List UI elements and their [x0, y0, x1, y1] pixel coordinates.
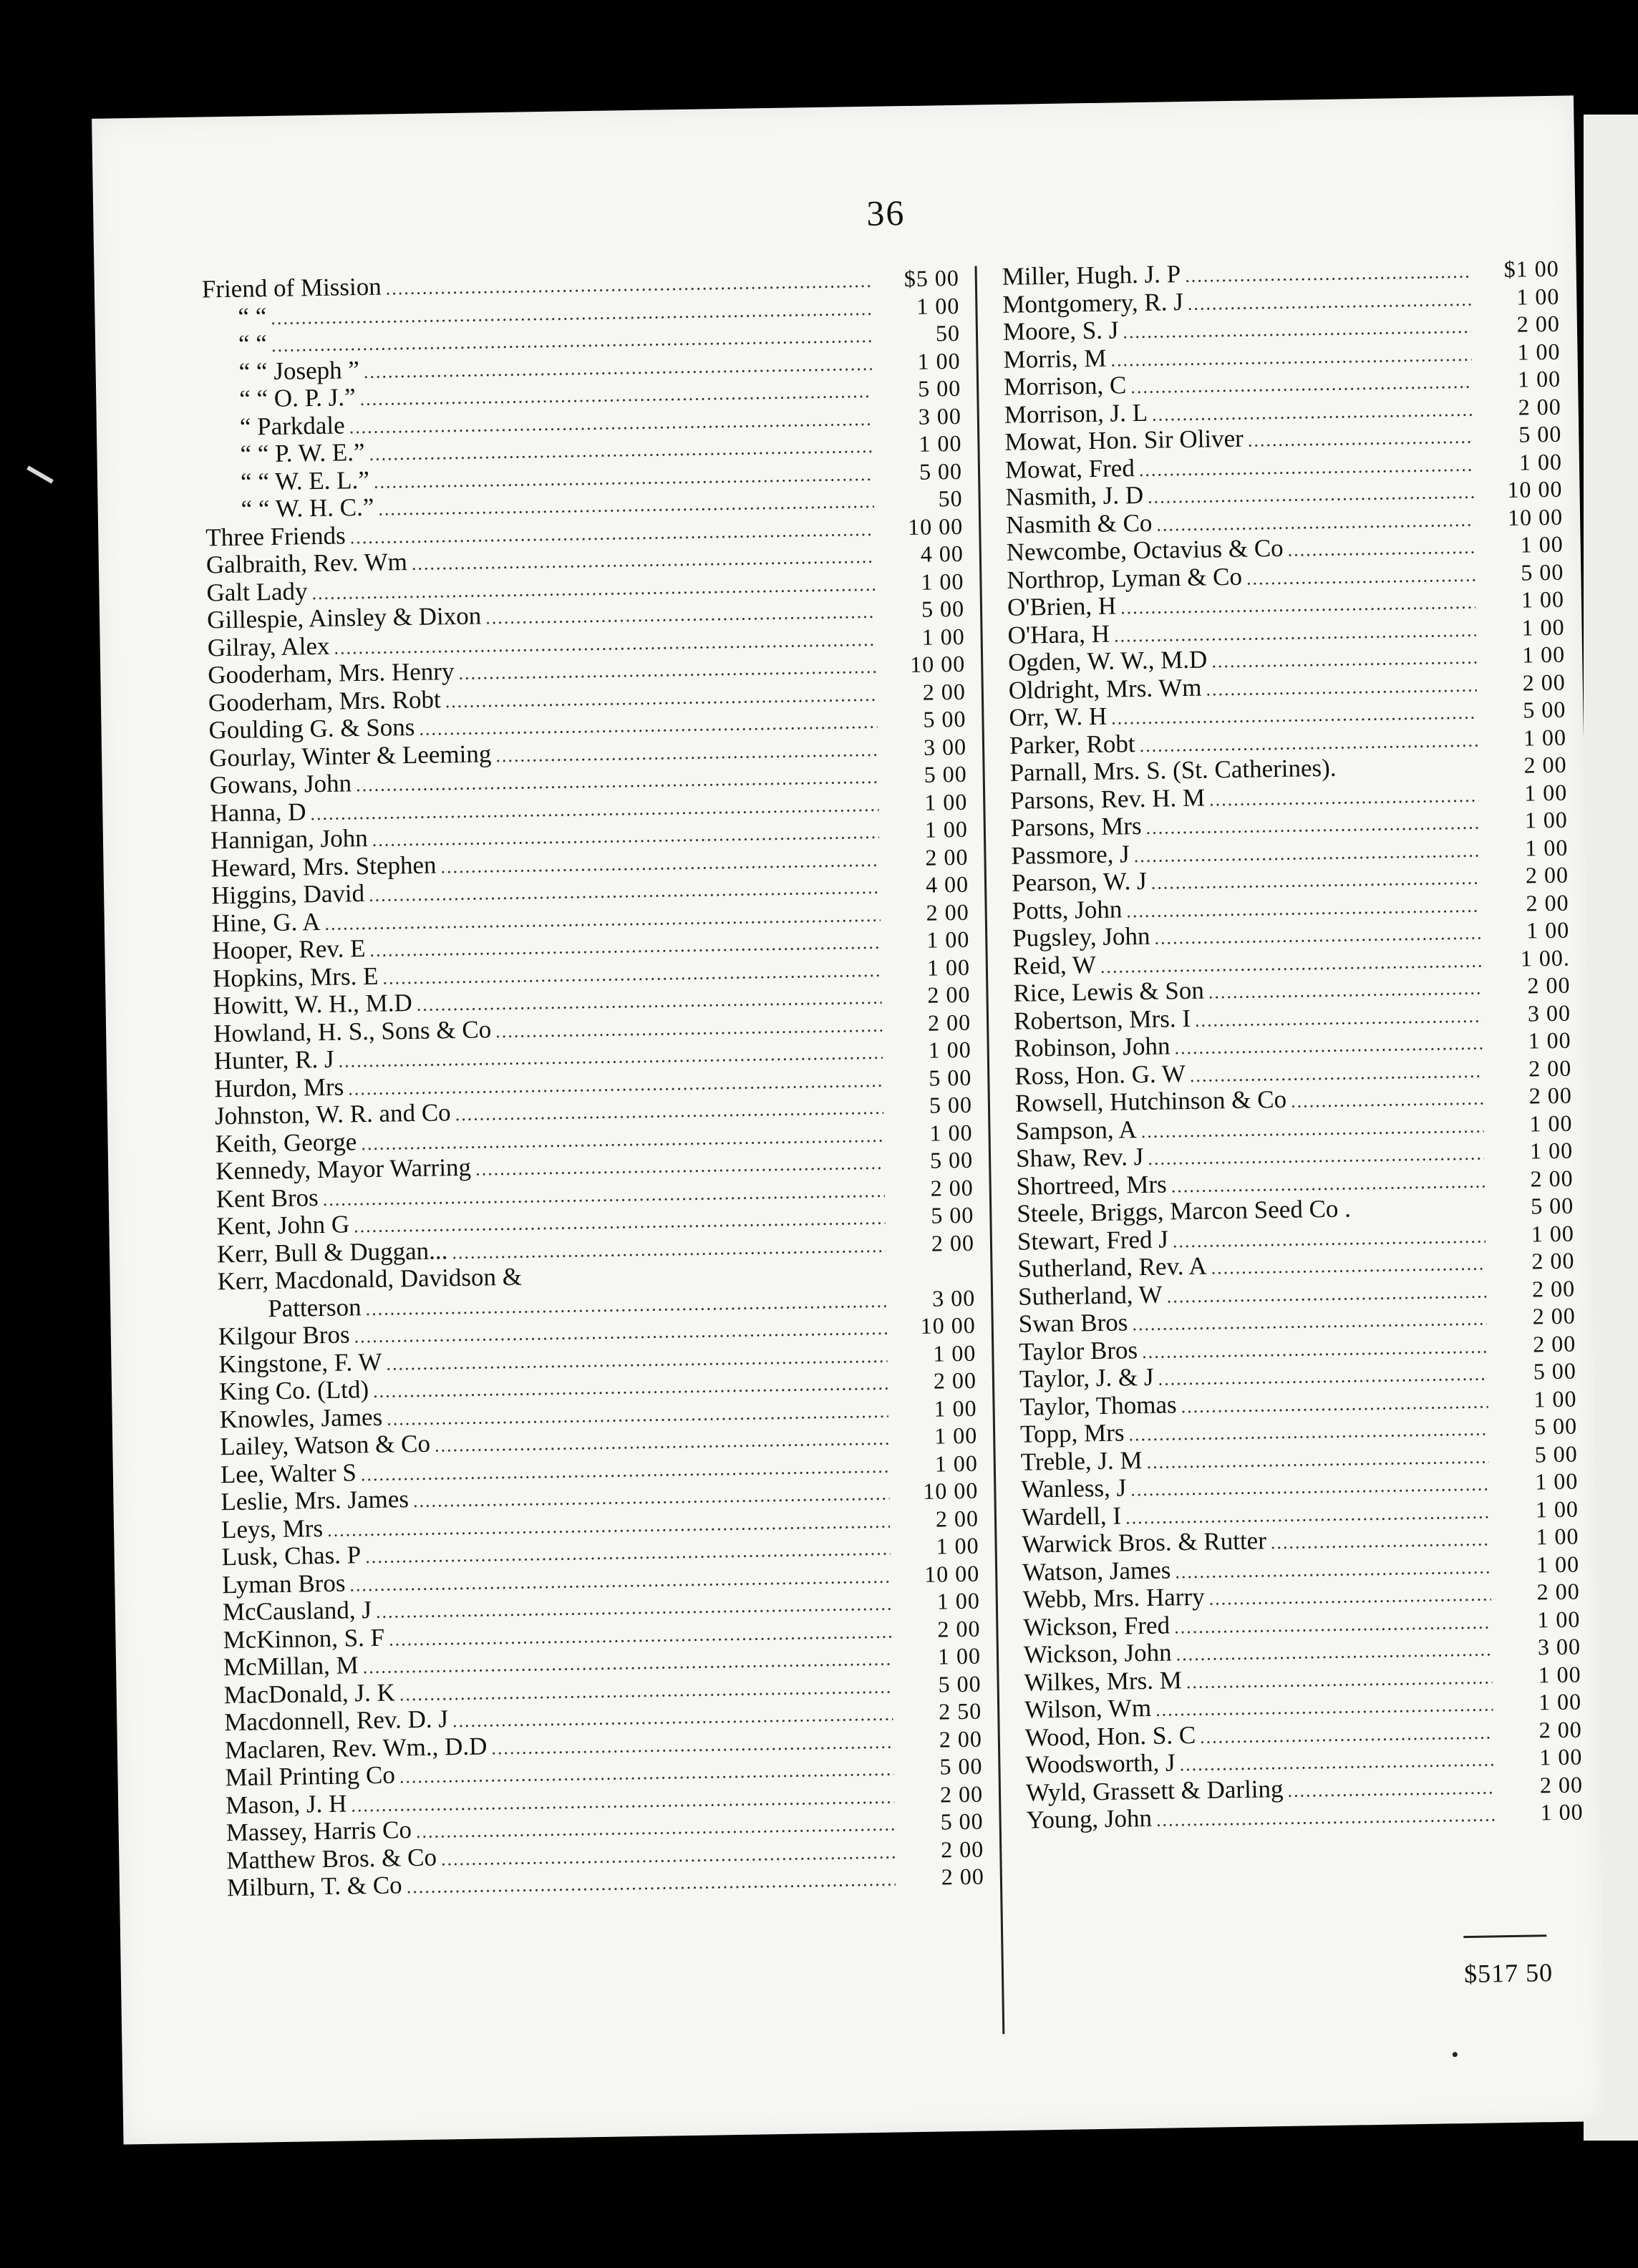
contribution-amount: 1 00 — [936, 1532, 979, 1559]
subscriber-name: Wickson, Fred — [1023, 1610, 1171, 1642]
subscriber-name: Taylor, J. & J — [1019, 1362, 1154, 1393]
contribution-amount: 5 00 — [929, 1064, 972, 1091]
subscriber-name: Hopkins, Mrs. E — [212, 961, 379, 992]
subscriber-name: Howitt, W. H., M.D — [213, 989, 412, 1020]
contribution-amount: 2 00 — [925, 843, 969, 871]
subscriber-name: Lusk, Chas. P — [221, 1541, 362, 1571]
contribution-amount: 2 00 — [1530, 1165, 1574, 1191]
subscriber-name: Robinson, John — [1014, 1032, 1171, 1062]
subscriber-name: Lyman Bros — [222, 1569, 346, 1599]
contribution-amount: 1 00 — [924, 788, 968, 815]
contribution-amount: 5 00 — [1530, 1192, 1574, 1219]
contribution-amount: 1 00 — [1529, 1110, 1573, 1137]
contribution-amount: $1 00 — [1503, 255, 1559, 282]
contribution-amount: 2 00 — [1522, 669, 1566, 696]
contribution-amount: 2 00 — [939, 1780, 984, 1808]
contribution-amount: 2 00 — [1527, 971, 1571, 999]
subscriber-name: Johnston, W. R. and Co — [214, 1098, 451, 1130]
leader-dots — [1341, 774, 1478, 776]
subscriber-name: McMillan, M — [223, 1651, 359, 1682]
leader-dots — [1208, 975, 1482, 1007]
contribution-amount: 2 00 — [930, 1174, 974, 1201]
subscriber-name: Mason, J. H — [225, 1789, 347, 1819]
contribution-amount: 5 00 — [940, 1808, 984, 1835]
leader-dots — [1190, 1057, 1483, 1090]
contribution-amount: 2 00 — [922, 678, 966, 705]
contribution-amount: 2 00 — [937, 1615, 981, 1642]
leader-dots — [1185, 258, 1470, 291]
subscriber-name: Parnall, Mrs. S. (St. Catherines). — [1009, 753, 1337, 787]
subscriber-name: Hurdon, Mrs — [214, 1072, 344, 1102]
contribution-amount: 1 00 — [916, 292, 960, 319]
subscriber-name: Morrison, J. L — [1004, 398, 1148, 429]
subscriber-name: Gourlay, Winter & Leeming — [208, 739, 492, 772]
subscriber-name: Wilkes, Mrs. M — [1024, 1665, 1183, 1697]
contribution-amount: 1 00 — [1536, 1550, 1580, 1577]
contribution-amount: 2 00 — [1526, 889, 1569, 916]
contribution-amount: 10 00 — [923, 1477, 979, 1504]
leader-dots — [1271, 1526, 1491, 1556]
contribution-amount: 5 00 — [921, 595, 965, 622]
subscriber-name: “ Parkdale — [239, 410, 345, 441]
subscriber-name: Reid, W — [1012, 950, 1097, 980]
subscriber-name: Miller, Hugh. J. P — [1002, 260, 1181, 291]
contribution-amount: 1 00 — [1537, 1605, 1581, 1632]
contribution-amount: 2 00 — [1531, 1275, 1576, 1302]
subscriber-name: Moore, S. J — [1002, 316, 1119, 346]
subscriber-name: Mowat, Fred — [1004, 453, 1135, 484]
subscriber-name: Goulding G. & Sons — [208, 712, 415, 745]
subscriber-name: Pearson, W. J — [1011, 866, 1147, 897]
contribution-amount: 2 00 — [927, 981, 971, 1008]
contribution-amount: 5 00 — [929, 1091, 973, 1118]
contribution-amount: 1 00 — [1523, 724, 1567, 751]
subscriber-name: Pugsley, John — [1012, 921, 1150, 952]
contribution-amount: 10 00 — [909, 650, 966, 678]
contribution-amount: 1 00 — [936, 1587, 981, 1614]
subscriber-name: King Co. (Ltd) — [218, 1375, 369, 1406]
contribution-amount: 1 00. — [1520, 944, 1571, 971]
contribution-amount: 1 00 — [933, 1339, 976, 1367]
subscriber-name: Galt Lady — [206, 576, 308, 606]
leader-dots — [1248, 424, 1473, 455]
leader-dots — [1291, 1085, 1483, 1116]
subscriber-name: Hannigan, John — [210, 823, 368, 855]
contribution-amount: 1 00 — [1540, 1798, 1584, 1826]
subscriber-name: “ “ Joseph ” — [238, 355, 360, 386]
contribution-amount: 5 00 — [1523, 696, 1566, 723]
contribution-amount: 1 00 — [934, 1450, 979, 1477]
subscriber-name: “ “ — [238, 301, 267, 331]
subscriber-name: O'Brien, H — [1007, 591, 1117, 621]
contribution-amount: 1 00 — [934, 1395, 977, 1422]
subscriber-name: Wanless, J — [1021, 1473, 1127, 1503]
contribution-amount: 1 00 — [1533, 1385, 1577, 1412]
subscriber-name: Rice, Lewis & Son — [1013, 976, 1205, 1007]
subscriber-name: Patterson — [267, 1292, 362, 1322]
subscriber-name: Maclaren, Rev. Wm., D.D — [224, 1731, 488, 1764]
subscriber-name: “ “ W. H. C.” — [241, 493, 374, 523]
subscriber-name: Three Friends — [205, 520, 346, 551]
leader-dots — [1188, 286, 1471, 318]
subscriber-name: Wilson, Wm — [1024, 1693, 1152, 1724]
subscriber-name: Warwick Bros. & Rutter — [1022, 1526, 1267, 1559]
subscriber-name: Orr, W. H — [1009, 702, 1108, 732]
contribution-amount: 1 00 — [1518, 448, 1563, 475]
contribution-amount: 5 00 — [1534, 1440, 1578, 1467]
subscriber-name: Stewart, Fred J — [1017, 1224, 1169, 1256]
contribution-amount: 1 00 — [928, 1036, 971, 1063]
subscriber-name: Hunter, R. J — [213, 1045, 334, 1075]
subscriber-name: Ogden, W. W., M.D — [1007, 645, 1208, 677]
contribution-amount: 1 00 — [921, 623, 965, 650]
subscriber-name: Steele, Briggs, Marcon Seed Co . — [1017, 1194, 1352, 1228]
contribution-amount: 3 00 — [918, 402, 962, 430]
subscriber-name: “ “ — [238, 329, 268, 358]
contribution-amount: 2 00 — [1528, 1082, 1573, 1109]
contribution-amount: 3 00 — [1537, 1633, 1581, 1660]
subscriber-name: Gilray, Alex — [207, 631, 330, 662]
subscriber-name: Watson, James — [1022, 1555, 1171, 1586]
contribution-amount: 1 00 — [1521, 614, 1565, 641]
contribution-amount: 1 00 — [921, 568, 964, 595]
subscriber-name: Webb, Mrs. Harry — [1022, 1582, 1205, 1614]
subscriber-name: Wood, Hon. S. C — [1024, 1720, 1196, 1752]
page-number: 36 — [866, 193, 906, 233]
contribution-amount: 10 00 — [924, 1560, 980, 1587]
contribution-amount: 4 00 — [920, 540, 964, 567]
contribution-amount: 3 00 — [931, 1284, 976, 1312]
contribution-amount: 1 00 — [1538, 1688, 1582, 1715]
contribution-amount: 3 00 — [923, 733, 967, 760]
contribution-amount: 2 00 — [1539, 1770, 1584, 1798]
contribution-amount: 5 00 — [919, 457, 963, 485]
subscriber-name: Gowans, John — [209, 769, 352, 800]
subscriber-name: Kilgour Bros — [218, 1320, 350, 1351]
subscriber-name: Nasmith & Co — [1005, 508, 1153, 539]
contribution-amount: 2 00 — [1532, 1302, 1576, 1329]
subscriber-name: Keith, George — [215, 1127, 357, 1158]
subscriber-name: Matthew Bros. & Co — [226, 1843, 437, 1874]
leader-dots — [1181, 1388, 1488, 1420]
contribution-amount: 1 00 — [934, 1422, 978, 1449]
subscriber-name: O'Hara, H — [1007, 619, 1110, 649]
contribution-amount: 1 00 — [1517, 338, 1561, 365]
contribution-amount: 1 00 — [919, 430, 962, 457]
leader-dots — [1206, 672, 1477, 703]
contribution-amount: 1 00 — [926, 926, 970, 953]
contribution-amount: 5 00 — [1533, 1412, 1578, 1440]
subscriber-name: Kerr, Macdonald, Davidson & — [217, 1262, 523, 1296]
leader-dots — [1287, 534, 1475, 565]
subscriber-name: Heward, Mrs. Stephen — [210, 850, 437, 882]
subscriber-name: Hine, G. A — [211, 907, 321, 937]
subscriber-name: Potts, John — [1012, 894, 1123, 925]
leader-dots — [1246, 561, 1475, 593]
subscriber-name: Hanna, D — [210, 797, 306, 827]
subscriber-name: Sampson, A — [1015, 1115, 1137, 1145]
subscriber-name: Rowsell, Hutchinson & Co — [1014, 1085, 1287, 1118]
contribution-amount: 5 00 — [931, 1201, 974, 1228]
leader-dots — [1200, 1719, 1493, 1751]
subscriber-name: Gooderham, Mrs. Robt — [208, 684, 441, 717]
subscriber-name: Young, John — [1026, 1803, 1153, 1834]
contribution-amount: 1 00 — [1516, 283, 1560, 310]
subscriber-name: Galbraith, Rev. Wm — [205, 548, 408, 579]
contribution-amount: 5 00 — [1521, 558, 1564, 586]
contribution-amount: 2 00 — [933, 1367, 977, 1394]
contribution-amount: 5 00 — [1518, 420, 1562, 447]
contribution-amount: 5 00 — [939, 1753, 983, 1780]
contribution-amount: 1 00 — [1535, 1496, 1579, 1522]
contribution-amount: 5 00 — [917, 374, 961, 402]
contribution-amount: 5 00 — [929, 1146, 974, 1173]
subscriber-name: “ “ W. E. L.” — [240, 465, 370, 496]
contribution-amount: 10 00 — [920, 1312, 976, 1339]
contribution-amount: 5 00 — [1533, 1357, 1577, 1385]
subscriber-name: Northrop, Lyman & Co — [1007, 562, 1243, 594]
contribution-amount: 50 — [938, 485, 963, 512]
contribution-amount: 3 00 — [1527, 999, 1571, 1027]
contribution-amount: 1 00 — [1528, 1027, 1571, 1054]
subscriber-name: Mowat, Hon. Sir Oliver — [1004, 424, 1244, 456]
contribution-amount: 1 00 — [1539, 1743, 1583, 1770]
subscriber-name: Woodsworth, J — [1025, 1748, 1176, 1779]
contribution-amount: 1 00 — [1525, 834, 1569, 861]
contribution-amount: 1 00 — [1526, 916, 1570, 944]
contribution-amount: 1 00 — [1521, 586, 1565, 613]
subscriber-name: Oldright, Mrs. Wm — [1008, 673, 1202, 704]
contribution-amount: $5 00 — [903, 264, 960, 292]
subscriber-name: Hooper, Rev. E — [212, 934, 366, 965]
subscriber-name: Knowles, James — [219, 1402, 383, 1433]
contribution-amount: 1 00 — [1538, 1660, 1581, 1687]
contribution-amount: 2 00 — [1516, 310, 1561, 337]
subscriber-name: Newcombe, Octavius & Co — [1006, 533, 1284, 566]
leader-dots — [1355, 1214, 1485, 1216]
subscriber-name: Montgomery, R. J — [1002, 287, 1184, 319]
contribution-amount: 1 00 — [1531, 1220, 1575, 1246]
subscriber-name: Nasmith, J. D — [1005, 480, 1144, 511]
left-column-list — [202, 264, 985, 1902]
subscriber-name: “ “ P. W. E.” — [240, 437, 365, 468]
subscriber-name: Taylor Bros — [1019, 1335, 1138, 1366]
leader-dots — [1211, 1250, 1486, 1282]
subscriber-name: Macdonnell, Rev. D. J — [224, 1705, 449, 1737]
contribution-amount: 1 00 — [929, 1119, 973, 1146]
subscriber-name: Robertson, Mrs. I — [1013, 1004, 1191, 1035]
right-column-list — [1002, 255, 1583, 1834]
contribution-amount: 2 00 — [939, 1725, 983, 1753]
subscriber-name: McKinnon, S. F — [223, 1623, 385, 1654]
subscriber-name: Lee, Walter S — [220, 1458, 357, 1488]
subscriber-name: Taylor, Thomas — [1019, 1390, 1177, 1421]
contribution-amount: 2 00 — [931, 1229, 975, 1256]
contribution-amount: 1 00 — [1523, 779, 1568, 806]
grand-total: $517 50 — [1463, 1958, 1554, 1989]
subscriber-name: Kent Bros — [215, 1183, 319, 1213]
contribution-amount: 2 50 — [938, 1697, 982, 1725]
subscriber-name: Kerr, Bull & Duggan... — [216, 1236, 448, 1268]
leader-dots — [1174, 1030, 1483, 1062]
subscriber-name: McCausland, J — [222, 1596, 372, 1627]
subscriber-name: Sutherland, Rev. A — [1017, 1251, 1207, 1283]
contribution-amount: 2 00 — [935, 1505, 979, 1532]
leader-dots — [1186, 1664, 1493, 1696]
contribution-amount: 2 00 — [1523, 751, 1567, 778]
subscriber-name: Friend of Mission — [201, 272, 382, 304]
contribution-amount: 2 00 — [1528, 1055, 1572, 1082]
contribution-amount: 10 00 — [907, 513, 964, 540]
subscriber-name: Wickson, John — [1023, 1638, 1172, 1669]
subscriber-name: Kingstone, F. W — [218, 1347, 382, 1378]
contribution-amount: 1 00 — [1521, 641, 1566, 668]
subscriber-name: Leys, Mrs — [220, 1513, 324, 1544]
contribution-amount: 4 00 — [925, 871, 969, 898]
contribution-amount: 1 00 — [1534, 1468, 1579, 1495]
subscriber-name: Shortreed, Mrs — [1016, 1169, 1167, 1201]
subscriber-name: Morris, M — [1003, 344, 1107, 374]
subscriber-name: Shaw, Rev. J — [1015, 1142, 1144, 1173]
scan-speck — [1453, 2052, 1458, 2057]
contribution-amount: 1 00 — [924, 815, 969, 843]
contribution-amount: 2 00 — [927, 1009, 971, 1036]
contribution-amount: 2 00 — [1531, 1247, 1575, 1274]
contribution-amount: 5 00 — [938, 1670, 982, 1697]
leader-dots — [1209, 782, 1479, 813]
contribution-amount: 2 00 — [1518, 393, 1561, 420]
subscriber-name: “ “ O. P. J.” — [238, 383, 356, 413]
subscriber-name: Mail Printing Co — [225, 1760, 396, 1792]
contribution-amount: 5 00 — [924, 760, 967, 788]
contribution-amount: 2 00 — [1532, 1330, 1576, 1357]
subscriber-name: Parsons, Mrs — [1010, 811, 1142, 842]
document-page — [92, 95, 1605, 2144]
contribution-amount: 1 00 — [1529, 1137, 1574, 1164]
subscriber-name: Parsons, Rev. H. M — [1009, 783, 1206, 815]
subscriber-name: Parker, Robt — [1009, 729, 1135, 760]
subscriber-name: Lailey, Watson & Co — [219, 1429, 431, 1461]
subscriber-name: Treble, J. M — [1020, 1445, 1143, 1476]
contribution-amount: 10 00 — [1507, 503, 1564, 530]
subscriber-name: Wyld, Grassett & Darling — [1025, 1774, 1284, 1807]
contribution-amount: 5 00 — [923, 705, 966, 732]
contribution-amount: 1 00 — [926, 954, 971, 981]
contribution-amount: 1 00 — [937, 1642, 982, 1670]
subscriber-name: Higgins, David — [210, 879, 365, 910]
subscriber-name: Gillespie, Ainsley & Dixon — [206, 601, 482, 634]
leader-dots — [1287, 1774, 1494, 1805]
subscriber-name: Morrison, C — [1003, 371, 1127, 401]
scan-artifact-mark — [26, 465, 54, 483]
subscriber-name: Milburn, T. & Co — [226, 1871, 402, 1902]
contribution-amount: 50 — [935, 319, 961, 346]
contribution-amount: 2 00 — [941, 1863, 985, 1890]
subscriber-name: Kennedy, Mayor Warring — [215, 1153, 472, 1186]
leader-dots — [1211, 644, 1476, 676]
contribution-amount: 1 00 — [917, 347, 961, 374]
subscriber-name: Massey, Harris Co — [226, 1816, 412, 1847]
subscriber-name: Kent, John G — [216, 1210, 350, 1241]
subscriber-name: MacDonald, J. K — [223, 1677, 396, 1709]
leader-dots — [1208, 1581, 1491, 1613]
subscriber-name: Gooderham, Mrs. Henry — [208, 657, 455, 689]
contribution-amount: 1 00 — [1536, 1523, 1579, 1550]
contribution-amount: 2 00 — [1538, 1715, 1582, 1743]
subscriber-name: Topp, Mrs — [1019, 1418, 1125, 1448]
contribution-amount: 2 00 — [1525, 861, 1569, 888]
contribution-amount: 10 00 — [1507, 475, 1563, 503]
leader-dots — [1156, 1801, 1495, 1834]
total-rule — [1463, 1934, 1546, 1938]
subscriber-name: Leslie, Mrs. James — [220, 1485, 410, 1516]
subscriber-name: Passmore, J — [1011, 839, 1130, 870]
subscriber-name: Swan Bros — [1018, 1308, 1128, 1338]
subscriber-name: Sutherland, W — [1017, 1280, 1163, 1311]
contribution-amount: 1 00 — [1520, 530, 1564, 558]
contribution-amount: 2 00 — [1536, 1578, 1580, 1605]
contribution-amount: 1 00 — [1524, 806, 1569, 833]
subscriber-name: Howland, H. S., Sons & Co — [213, 1014, 492, 1047]
subscriber-name: Wardell, I — [1021, 1501, 1122, 1531]
subscriber-name: Ross, Hon. G. W — [1014, 1059, 1186, 1090]
contribution-amount: 2 00 — [926, 898, 969, 926]
contribution-amount: 1 00 — [1517, 365, 1561, 392]
leader-dots — [1195, 1002, 1483, 1034]
contribution-amount: 2 00 — [940, 1836, 984, 1863]
